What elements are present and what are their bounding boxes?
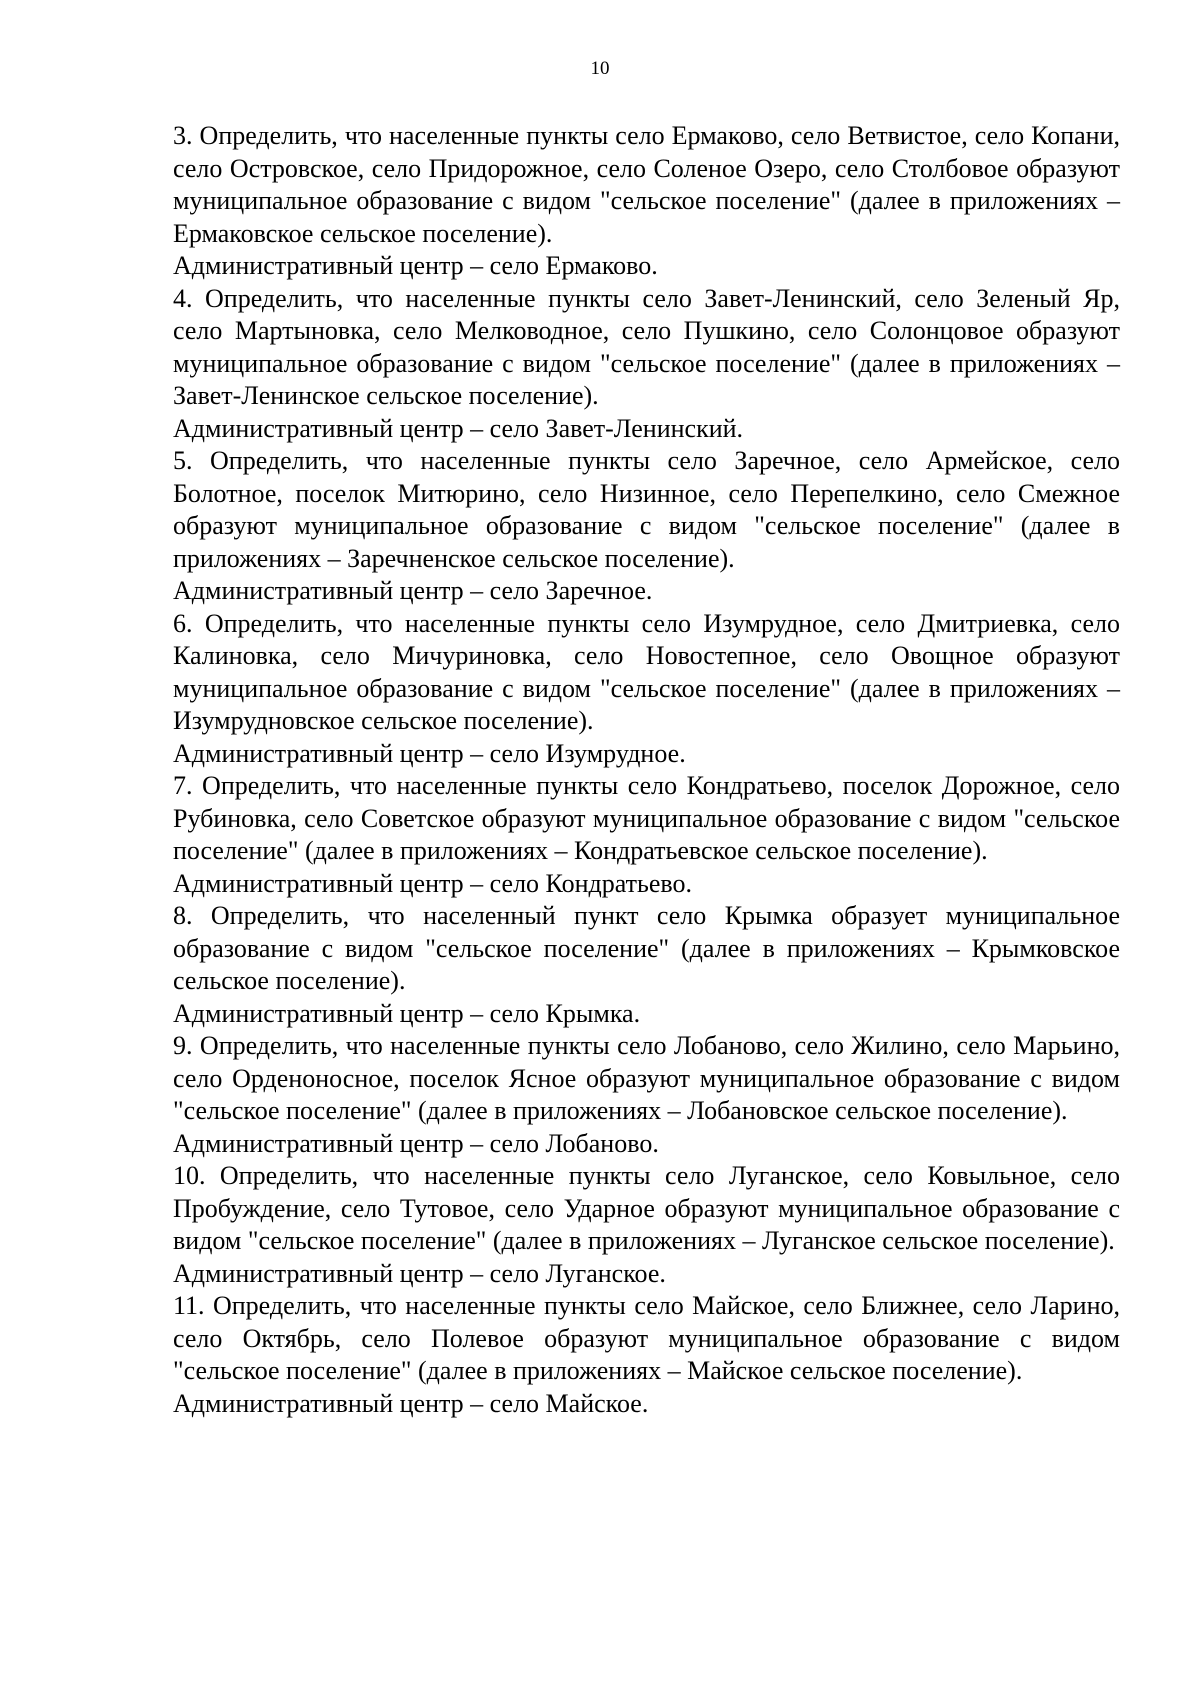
paragraph-7: 7. Определить, что населенные пункты село Кондратьево, поселок Дорожное, село Рубиновка, село Советское образуют муниципальное образование с видом "сельское поселение" (далее в приложениях – Кондратьевское сельское поселение). [173, 771, 1120, 865]
paragraph-11: 11. Определить, что населенные пункты село Майское, село Ближнее, село Ларино, село Октябрь, село Полевое образуют муниципальное образование с видом "сельское поселение" (далее в приложениях – Майское сельское поселение). [173, 1291, 1120, 1385]
paragraph-8: 8. Определить, что населенный пункт село Крымка образует муниципальное образование с видом "сельское поселение" (далее в приложениях – Крымковское сельское поселение). [173, 901, 1120, 995]
paragraph-4: 4. Определить, что населенные пункты село Завет-Ленинский, село Зеленый Яр, село Мартыновка, село Мелководное, село Пушкино, село Солонцовое образуют муниципальное образование с видом "сельское поселение" (далее в приложениях – Завет-Ленинское сельское поселение). [173, 283, 1120, 410]
paragraph-10: 10. Определить, что населенные пункты село Луганское, село Ковыльное, село Пробуждение, село Тутовое, село Ударное образуют муниципальное образование с видом "сельское поселение" (далее в приложениях – Луганское сельское поселение). [173, 1161, 1120, 1255]
admin-center-8: Административный центр – село Крымка. [173, 998, 641, 1028]
admin-center-10: Административный центр – село Луганское. [173, 1258, 666, 1288]
admin-center-5: Административный центр – село Заречное. [173, 576, 653, 605]
document-body [173, 120, 1120, 1420]
paragraph-5: 5. Определить, что населенные пункты село Заречное, село Армейское, село Болотное, поселок Митюрино, село Низинное, село Перепелкино, село Смежное образуют муниципальное образование с видом "сельское поселение" (далее в приложениях – Заречненское сельское поселение). [173, 446, 1120, 573]
paragraph-9: 9. Определить, что населенные пункты село Лобаново, село Жилино, село Марьино, село Орденоносное, поселок Ясное образуют муниципальное образование с видом "сельское поселение" (далее в приложениях – Лобановское сельское поселение). [173, 1031, 1120, 1125]
admin-center-11: Административный центр – село Майское. [173, 1388, 649, 1418]
admin-center-4: Административный центр – село Завет-Ленинский. [173, 413, 744, 443]
paragraph-3: 3. Определить, что населенные пункты село Ермаково, село Ветвистое, село Копани, село Островское, село Придорожное, село Соленое Озеро, село Столбовое образуют муниципальное образование с видом "сельское поселение" (далее в приложениях – Ермаковское сельское поселение). [173, 121, 1120, 248]
admin-center-3: Административный центр – село Ермаково. [173, 251, 658, 280]
admin-center-7: Административный центр – село Кондратьево. [173, 868, 692, 898]
paragraph-6: 6. Определить, что населенные пункты село Изумрудное, село Дмитриевка, село Калиновка, село Мичуриновка, село Новостепное, село Овощное образуют муниципальное образование с видом "сельское поселение" (далее в приложениях – Изумрудновское сельское поселение). [173, 608, 1120, 735]
admin-center-6: Административный центр – село Изумрудное. [173, 738, 686, 768]
page-number: 10 [590, 58, 610, 79]
admin-center-9: Административный центр – село Лобаново. [173, 1128, 659, 1158]
